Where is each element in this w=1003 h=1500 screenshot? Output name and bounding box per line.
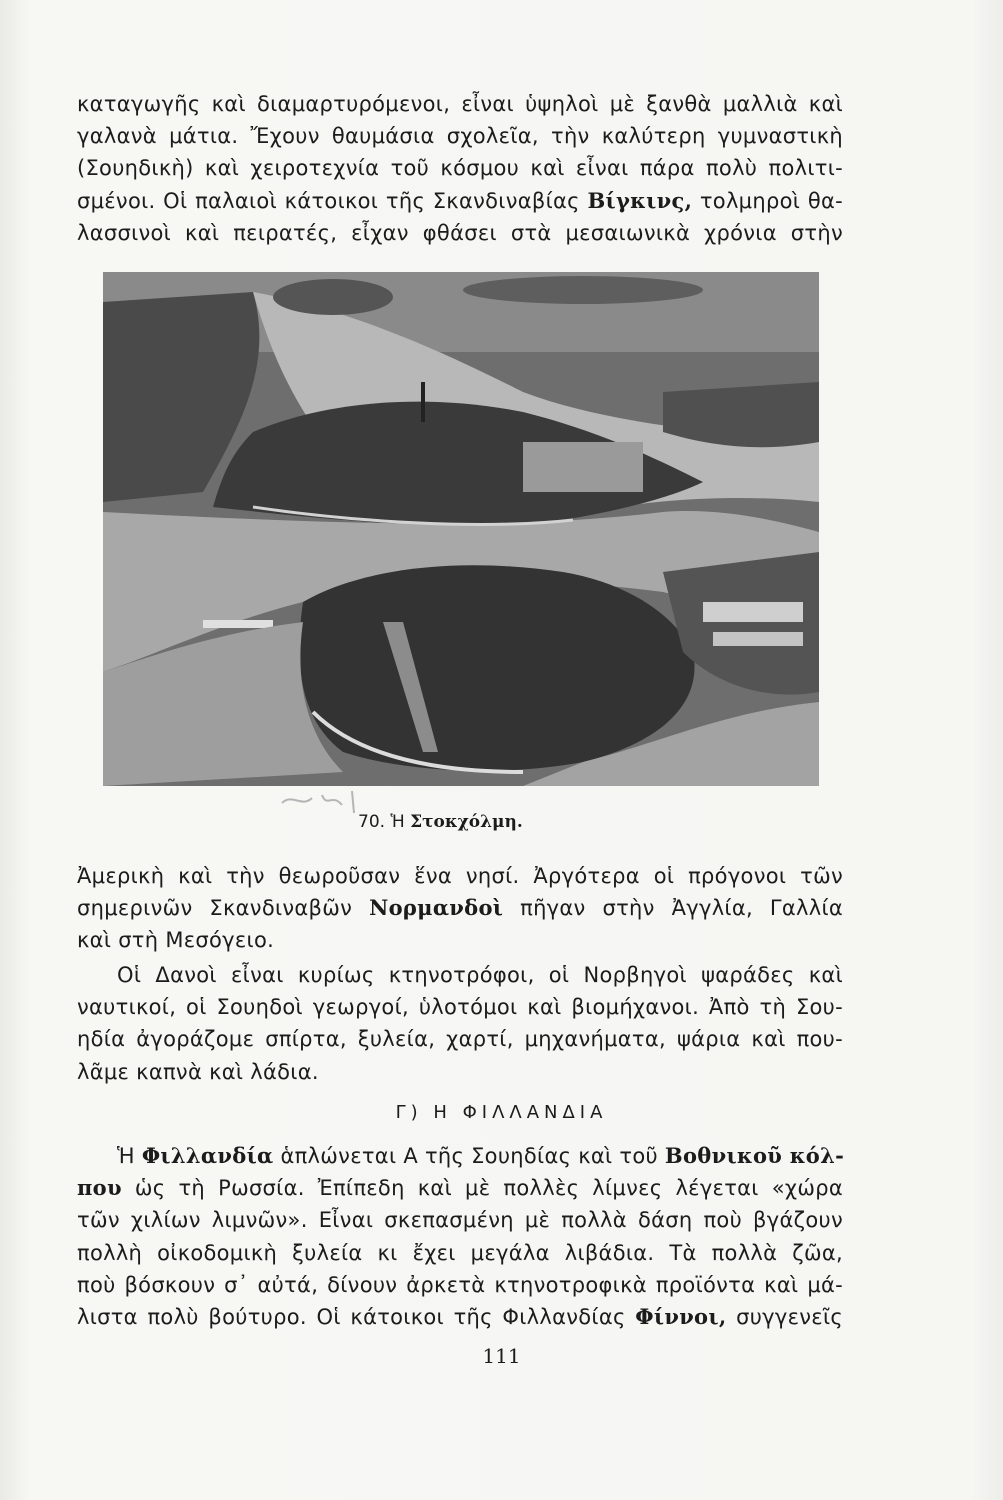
- text-line: (Σουηδικὴ) καὶ χειροτεχνία τοῦ κόσμου καὶ εἶναι πάρα πολὺ πολιτι-: [77, 156, 843, 181]
- bold-term-finland: Φιλλανδία: [141, 1143, 274, 1168]
- text-line: καὶ στὴ Μεσόγειο.: [77, 928, 275, 953]
- paragraph-top: [77, 88, 843, 249]
- caption-article: Ἡ: [390, 812, 405, 832]
- text-line: σμένοι. Οἱ παλαιοὶ κάτοικοι τῆς Σκανδιναβίας Βίγκινς, τολμηροὶ θα-: [77, 187, 843, 213]
- bold-term-gulf-cont: που: [77, 1175, 122, 1201]
- text-line: σημερινῶν Σκανδιναβῶν Νορμανδοὶ πῆγαν στὴν Ἀγγλία, Γαλλία: [77, 895, 843, 921]
- stockholm-aerial-photo: [103, 272, 819, 786]
- text-line: Οἱ Δανοὶ εἶναι κυρίως κτηνοτρόφοι, οἱ Νορβηγοὶ ψαράδες καὶ: [117, 963, 843, 987]
- text-line: ηδία ἀγοράζομε σπίρτα, ξυλεία, χαρτί, μηχανήματα, ψάρια καὶ που-: [77, 1027, 843, 1052]
- figure-caption: [358, 812, 523, 832]
- bold-term-gulf: Βοθνικοῦ κόλ-: [664, 1143, 845, 1168]
- text-line: λασσινοὶ καὶ πειρατές, εἶχαν φθάσει στὰ μεσαιωνικὰ χρόνια στὴν: [77, 220, 843, 245]
- paragraph-finland: [77, 1140, 843, 1333]
- text-line: ποὺ βόσκουν σ᾽ αὐτά, δίνουν ἀρκετὰ κτηνοτροφικὰ προϊόντα καὶ μά-: [77, 1272, 843, 1297]
- section-heading: Γ) Η ΦΙΛΛΑΝΔΙΑ: [395, 1102, 608, 1123]
- text-line: καταγωγῆς καὶ διαμαρτυρόμενοι, εἶναι ὑψηλοὶ μὲ ξανθὰ μαλλιὰ καὶ: [77, 92, 843, 116]
- text-line: Ἀμερικὴ καὶ τὴν θεωροῦσαν ἕνα νησί. Ἀργότερα οἱ πρόγονοι τῶν: [77, 864, 843, 888]
- text-line: πολλὴ οἰκοδομικὴ ξυλεία κι ἔχει μεγάλα λιβάδια. Τὰ πολλὰ ζῶα,: [77, 1240, 843, 1265]
- text-line: λιστα πολὺ βούτυρο. Οἱ κάτοικοι τῆς Φιλλανδίας Φίννοι, συγγενεῖς: [77, 1303, 843, 1329]
- text-line: τῶν χιλίων λιμνῶν». Εἶναι σκεπασμένη μὲ πολλὰ δάση ποὺ βγάζουν: [77, 1208, 843, 1233]
- text-line: γαλανὰ μάτια. Ἔχουν θαυμάσια σχολεῖα, τὴν καλύτερη γυμναστικὴ: [77, 124, 843, 149]
- text-line: ναυτικοί, οἱ Σουηδοὶ γεωργοί, ὑλοτόμοι καὶ βιομήχανοι. Ἀπὸ τὴ Σου-: [77, 995, 843, 1020]
- bold-term-vikings: Βίγκινς,: [587, 187, 693, 213]
- text-line: λᾶμε καπνὰ καὶ λάδια.: [77, 1059, 319, 1084]
- caption-title: Στοκχόλμη.: [410, 812, 523, 832]
- figure-number: 70.: [358, 812, 386, 832]
- page-number: 111: [482, 1344, 521, 1368]
- paragraph-economy: [77, 959, 843, 1088]
- paragraph-mid: [77, 860, 843, 957]
- text-line: που ὡς τὴ Ρωσσία. Ἐπίπεδη καὶ μὲ πολλὲς λίμνες λέγεται «χώρα: [77, 1175, 843, 1201]
- bold-term-finns: Φίννοι,: [635, 1303, 727, 1329]
- bold-term-normans: Νορμανδοὶ: [369, 895, 504, 921]
- text-line: Ἡ Φιλλανδία ἁπλώνεται Α τῆς Σουηδίας καὶ τοῦ Βοθνικοῦ κόλ-: [117, 1143, 845, 1168]
